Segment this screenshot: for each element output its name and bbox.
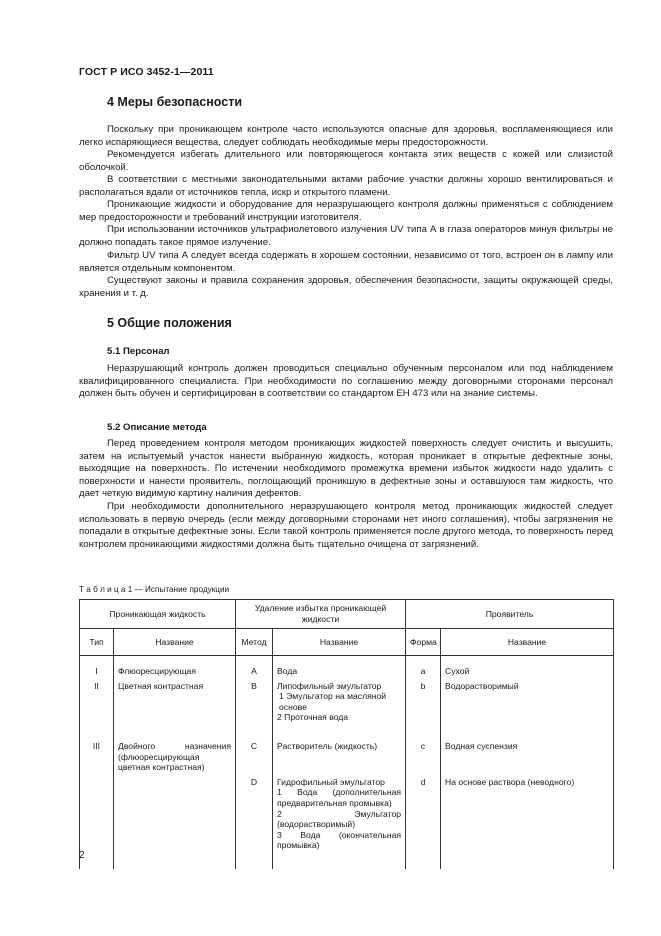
cell-method: B	[236, 677, 273, 723]
paragraph: При необходимости дополнительного неразрушающего контроля метод проникающих жидкостей следует использовать в первую очередь (если между договорными сторонами нет иного соглашения), чтобы загрязнения не попадали в открытые дефектные зоны. Если такой контроль применяется после другого метода, то поверхность перед контролем проникающими жидкостями должна быть тщательно очищена от загрязнений.	[79, 501, 613, 550]
cell-line: 2 Эмульгатор (водорастворимый)	[277, 808, 402, 830]
table-row	[80, 737, 614, 773]
table-group-header-row	[80, 600, 614, 629]
cell-developer-name: Сухой	[441, 656, 614, 677]
cell-line: Вода	[277, 666, 298, 676]
cell-penetrant-name: Двойного назначения (флюоресцирующая цветная контрастная)	[114, 737, 236, 773]
group-header-penetrant: Проникающая жидкость	[80, 600, 236, 629]
test-table	[79, 599, 614, 869]
paragraph: Перед проведением контроля методом проникающих жидкостей поверхность следует очистить и высушить, затем на испытуемый участок нанести выбранную жидкость, которая проникает в открытые дефектные зоны, выходящие на поверхность. По истечении необходимого промежутка времени избыток жидкости надо удалить с поверхности и нанести проявитель, поглощающий проникшую в дефектные зоны и оставшуюся там жидкость, что дает четкую видимую картину наличия дефектов.	[79, 438, 613, 500]
subsection-5-2-title: 5.2 Описание метода	[107, 422, 207, 433]
cell-developer-name: Водная суспензия	[441, 737, 614, 773]
cell-line: Растворитель (жидкость)	[277, 740, 378, 751]
paragraph: Рекомендуется избегать длительного или повторяющегося контакта этих веществ с кожей или слизистой оболочкой.	[79, 149, 613, 173]
paragraph: В соответствии с местными законодательными актами рабочие участки должны хорошо вентилироваться и располагаться вдали от источников тепла, искр и открытого пламени.	[79, 174, 613, 198]
section-5-title: 5 Общие положения	[107, 316, 232, 330]
cell-type: II	[80, 677, 114, 723]
paragraph: Поскольку при проникающем контроле часто используются опасные для здоровья, воспламеняющиеся или легко испаряющиеся вещества, следует соблюдать необходимые меры предосторожности.	[79, 124, 613, 148]
cell-developer-name: На основе раствора (неводного)	[441, 773, 614, 869]
cell-penetrant-name: Цветная контрастная	[114, 677, 236, 723]
cell-removal-name	[273, 773, 406, 869]
col-header-penetrant-name: Название	[114, 629, 236, 656]
cell-line: 3 Вода (окончательная промывка)	[277, 829, 402, 851]
paragraph: Неразрушающий контроль должен проводиться специально обученным персоналом или под наблюдением квалифицированного специалиста. При необходимости по соглашению между договорными сторонами персонал должен быть обучен и сертифицирован в соответствии со стандартом ЕН 473 или на знание системы.	[79, 363, 613, 400]
cell-removal-name	[273, 737, 406, 773]
table-caption: Т а б л и ц а 1 — Испытание продукции	[79, 585, 230, 594]
col-header-removal-name: Название	[273, 629, 406, 656]
group-header-developer: Проявитель	[406, 600, 614, 629]
col-header-form: Форма	[406, 629, 441, 656]
paragraph: Фильтр UV типа А следует всегда содержать в хорошем состоянии, независимо от того, встроен он в лампу или является отдельным компонентом.	[79, 250, 613, 274]
paragraph: Существуют законы и правила сохранения здоровья, обеспечения безопасности, защиты окружающей среды, хранения и т. д.	[79, 275, 613, 299]
table-column-header-row	[80, 629, 614, 656]
section-4-title: 4 Меры безопасности	[107, 95, 243, 109]
group-header-removal: Удаление избытка проникающей жидкости	[236, 600, 406, 629]
cell-line: 1 Эмульгатор на масляной основе	[279, 691, 387, 712]
cell-form: a	[406, 656, 441, 677]
table-row	[80, 656, 614, 677]
col-header-type: Тип	[80, 629, 114, 656]
cell-line: Липофильный эмульгатор	[277, 680, 382, 691]
cell-form: b	[406, 677, 441, 723]
table-row	[80, 677, 614, 723]
cell-method: A	[236, 656, 273, 677]
subsection-5-1-title: 5.1 Персонал	[107, 346, 170, 357]
cell-penetrant-name	[114, 773, 236, 869]
cell-line: Гидрофильный эмульгатор	[277, 776, 385, 787]
cell-method: D	[236, 773, 273, 869]
paragraph: Проникающие жидкости и оборудование для неразрушающего контроля должны применяться с соблюдением мер предосторожности и требований инструкции изготовителя.	[79, 199, 613, 223]
col-header-method: Метод	[236, 629, 273, 656]
col-header-developer-name: Название	[441, 629, 614, 656]
document-header: ГОСТ Р ИСО 3452-1—2011	[79, 66, 214, 78]
cell-line: 2 Проточная вода	[277, 712, 349, 723]
cell-removal-name	[273, 656, 406, 677]
cell-developer-name: Водорастворимый	[441, 677, 614, 723]
cell-method: C	[236, 737, 273, 773]
cell-type: I	[80, 656, 114, 677]
paragraph: При использовании источников ультрафиолетового излучения UV типа А в глаза операторов минуя фильтры не должно попадать такое прямое излучение.	[79, 224, 613, 248]
table-row-spacer	[80, 723, 614, 737]
cell-removal-name	[273, 677, 406, 723]
page-number: 2	[79, 850, 85, 861]
cell-type: III	[80, 737, 114, 773]
cell-line: 1 Вода (дополнительная предварительная промывка)	[277, 787, 402, 808]
table-row	[80, 773, 614, 869]
cell-form: d	[406, 773, 441, 869]
cell-form: c	[406, 737, 441, 773]
cell-penetrant-name: Флюоресцирующая	[114, 656, 236, 677]
